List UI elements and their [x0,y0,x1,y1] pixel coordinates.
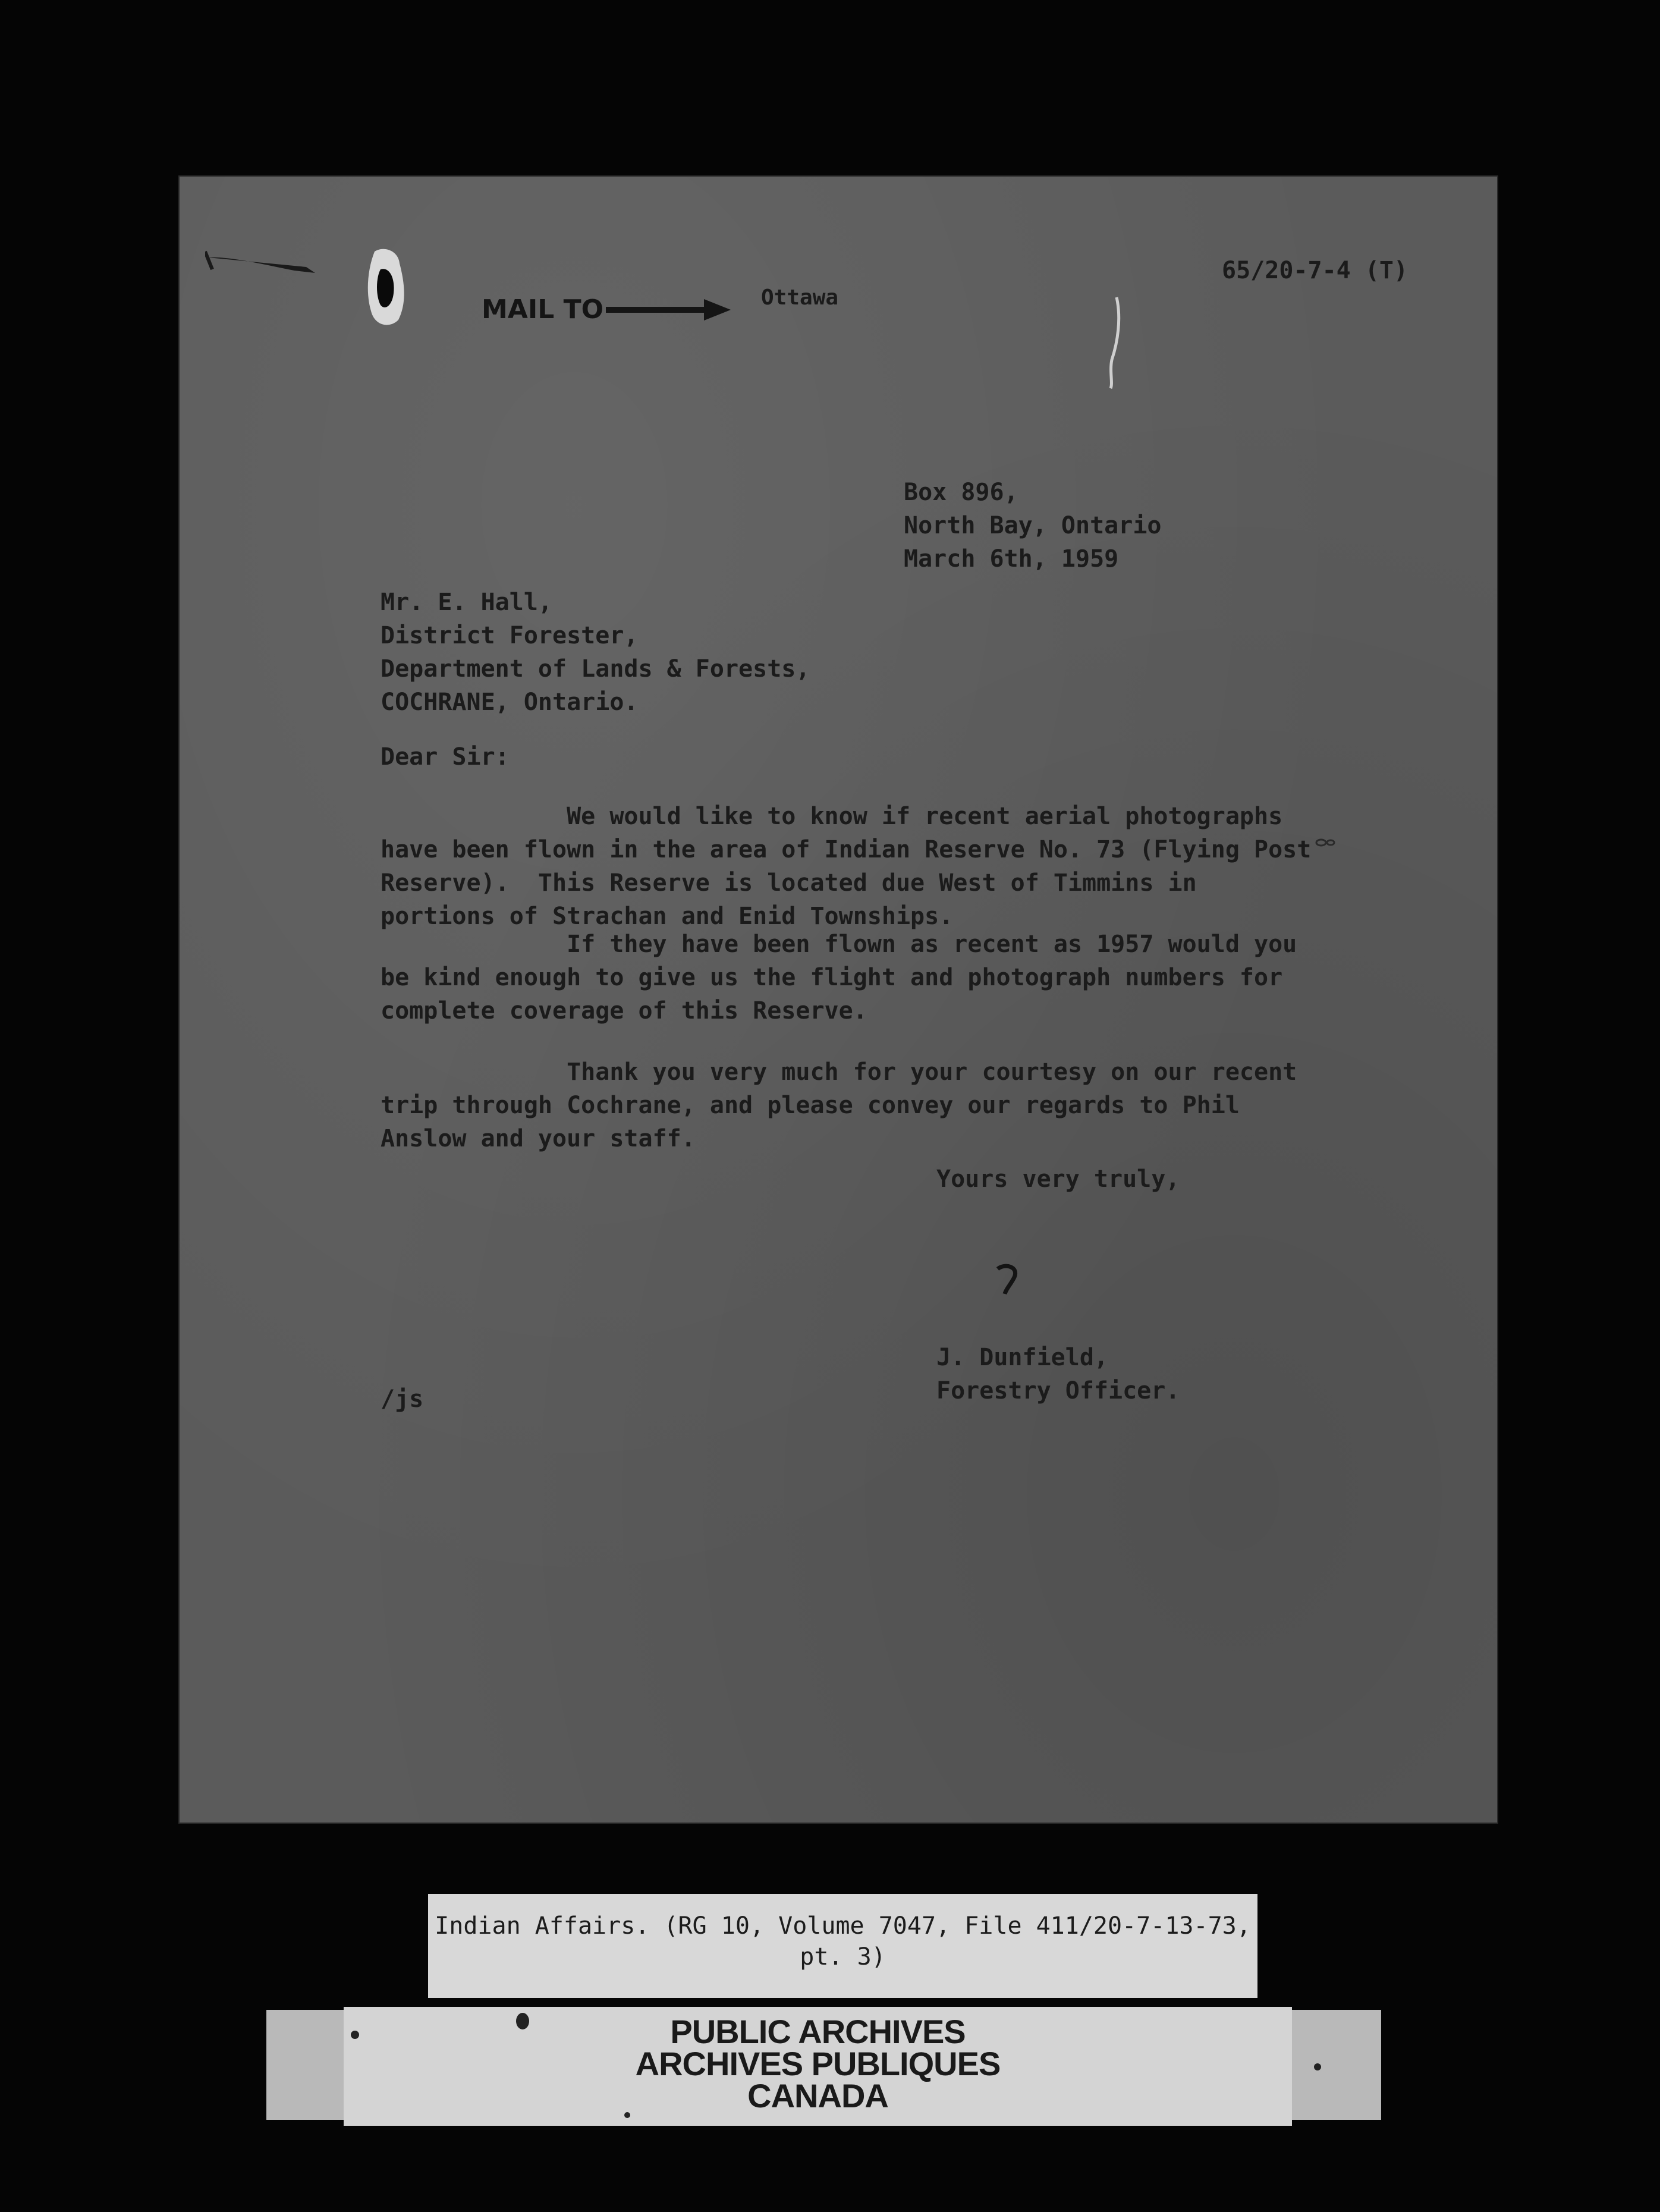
smudge-mark-icon [1314,837,1338,849]
salutation: Dear Sir: [381,743,510,771]
signature-mark-icon [993,1261,1023,1296]
file-reference-number: 65/20-7-4 (T) [1222,257,1409,284]
archive-stamp-text [344,2013,1292,2114]
signer-block: J. Dunfield, Forestry Officer. [936,1344,1180,1405]
sender-address-block: Box 896, North Bay, Ontario March 6th, 1959 [904,479,1162,573]
letter-sheet [178,175,1498,1824]
recipient-address-block: Mr. E. Hall, District Forester, Department of Lands & Forests, COCHRANE, Ontario. [381,589,810,716]
stamp-line-3: CANADA [747,2077,888,2114]
body-paragraph-3: Thank you very much for your courtesy on our recent trip through Cochrane, and please convey our regards to Phil Anslow and your staff. [381,1058,1297,1152]
stamp-line-1: PUBLIC ARCHIVES [670,2013,966,2050]
mail-to-destination: Ottawa [761,285,839,310]
body-paragraph-1: We would like to know if recent aerial photographs have been flown in the area of Indian Reserve No. 73 (Flying Post Reserve). This Reserve is located due West of Timmins in portions of Strachan and Enid Townships. [381,803,1312,930]
body-paragraph-2: If they have been flown as recent as 1957 would you be kind enough to give us the flight and photograph numbers for complete coverage of this Reserve. [381,931,1297,1025]
scratch-mark-icon [1106,294,1124,389]
stamp-dot [1314,2063,1321,2070]
mail-to-label: MAIL TO [482,294,603,325]
stamp-dot [624,2112,630,2118]
pin-mark-icon [205,246,324,281]
arrow-right-icon [606,298,731,322]
mail-to-stamp [482,294,731,325]
stamp-line-2: ARCHIVES PUBLIQUES [635,2045,1001,2082]
punch-hole-icon [363,246,410,329]
closing: Yours very truly, [936,1165,1180,1193]
typist-initials: /js [381,1385,424,1413]
archive-caption-label: Indian Affairs. (RG 10, Volume 7047, File 411/20-7-13-73, pt. 3) [428,1894,1257,1998]
